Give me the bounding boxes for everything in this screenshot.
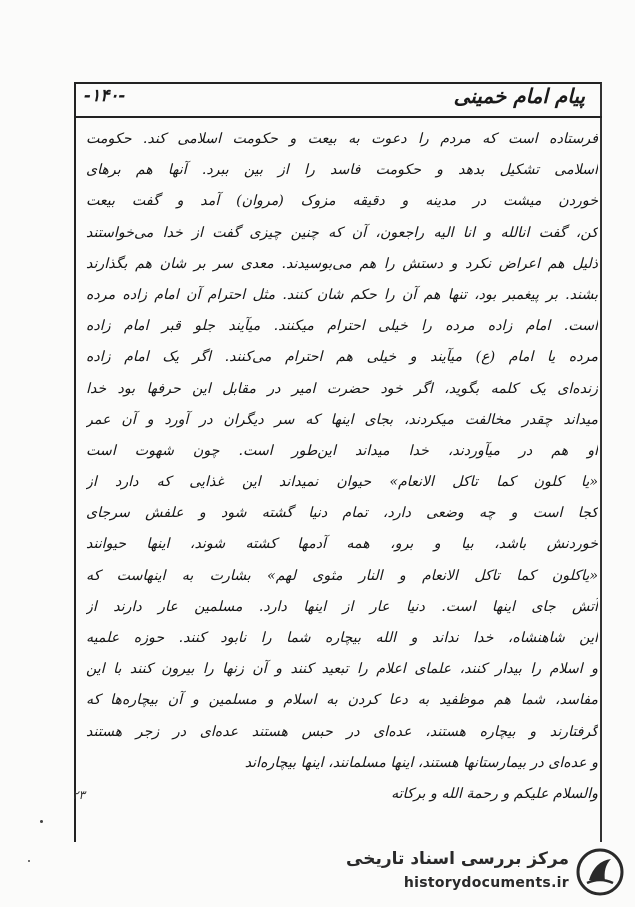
text-line: کجا است و چه وضعی دارد، تمام دنیا گشته شود و علفش سرجای [86, 505, 598, 522]
text-line: او هم در میآوردند، خدا میداند این‌طور است. چون شهوت است [86, 442, 598, 459]
text-line: گرفتارند و بیچاره هستند، عده‌ای در حبس هستند عده‌ای در زجر هستند [86, 723, 598, 740]
text-line: مرده یا امام (ع) میآیند و خیلی هم احترام می‌کنند. اگر یک امام زاده [86, 349, 598, 366]
text-line: آتش جای اینها است. دنیا عار از اینها دارد. مسلمین عار دارند از [86, 598, 598, 615]
text-line: خوردنش باشد، بیا و برو، همه آدمها کشته شوند، اینها حیوانند [86, 536, 598, 553]
watermark-url: historydocuments.ir [403, 875, 569, 891]
text-line: اسلامی تشکیل بدهد و حکومت فاسد را از بین ببرد. آنها هم برهای [86, 162, 598, 179]
text-line: «یا کلون کما تاکل الانعام» حیوان نمیداند این غذایی که دارد از [86, 474, 598, 491]
text-line: و عده‌ای در بیمارستانها هستند، اینها مسلمانند، اینها بیچاره‌اند [244, 754, 598, 771]
text-line: میداند چقدر مخالفت میکردند، بجای اینها که سر دیگران در آورد و آن عمر [86, 411, 598, 428]
text-line: فرستاده است که مردم را دعوت به بیعت و حکومت اسلامی کند. حکومت [86, 131, 598, 147]
text-line: و اسلام را بیدار کنند، علمای اعلام را تبعید کنند و آن زنها را بیرون کنند با این [86, 661, 598, 678]
text-line: «یاکلون کما تاکل الانعام و النار مثوی لهم» بشارت به اینهاست که [86, 567, 598, 584]
scan-speck [28, 860, 30, 862]
page-number: -۱۴۰- [84, 86, 126, 106]
watermark-org-name: مرکز بررسی اسناد تاریخی [346, 849, 569, 869]
text-line: زنده‌ای یک کلمه بگوید، اگر خود حضرت امیر در مقابل این حرفها بود خدا [86, 380, 598, 397]
text-line: کن، گفت انالله و انا الیه راجعون، آن که چنین چیزی گفت از خدا می‌خواستند [86, 224, 598, 241]
text-line: ذلیل هم اعراض نکرد و دستش را هم می‌بوسیدند. معدی سر بر شان هم بگذارند [86, 255, 598, 272]
text-line: بشند. بر پیغمبر بود، تنها هم آن را حکم شان کنند. مثل احترام آن امام زاده مرده [86, 286, 598, 303]
scan-speck [40, 820, 43, 823]
archive-logo-icon [575, 847, 625, 897]
watermark [337, 845, 627, 901]
text-line: خوردن میشت در مدینه و دقیقه مزوک (مروان) آمد و گفت بیعت [86, 193, 598, 210]
margin-note: ۲۳ [72, 788, 85, 802]
text-line: مفاسد، شما هم موظفید به دعا کردن به اسلام و مسلمین و آن بیچاره‌ها که [86, 692, 598, 709]
text-line: است. امام زاده مرده را خیلی احترام میکنند. میآیند جلو قبر امام زاده [86, 318, 598, 335]
text-line: والسلام علیکم و رحمة الله و برکاته [391, 785, 598, 802]
header-divider [74, 116, 602, 118]
running-title: پیام امام خمینی [453, 84, 585, 108]
handwritten-body [86, 124, 598, 810]
text-line: این شاهنشاه، خدا نداند و الله بیچاره شما را نابود کنند. حوزه علمیه [86, 630, 598, 646]
